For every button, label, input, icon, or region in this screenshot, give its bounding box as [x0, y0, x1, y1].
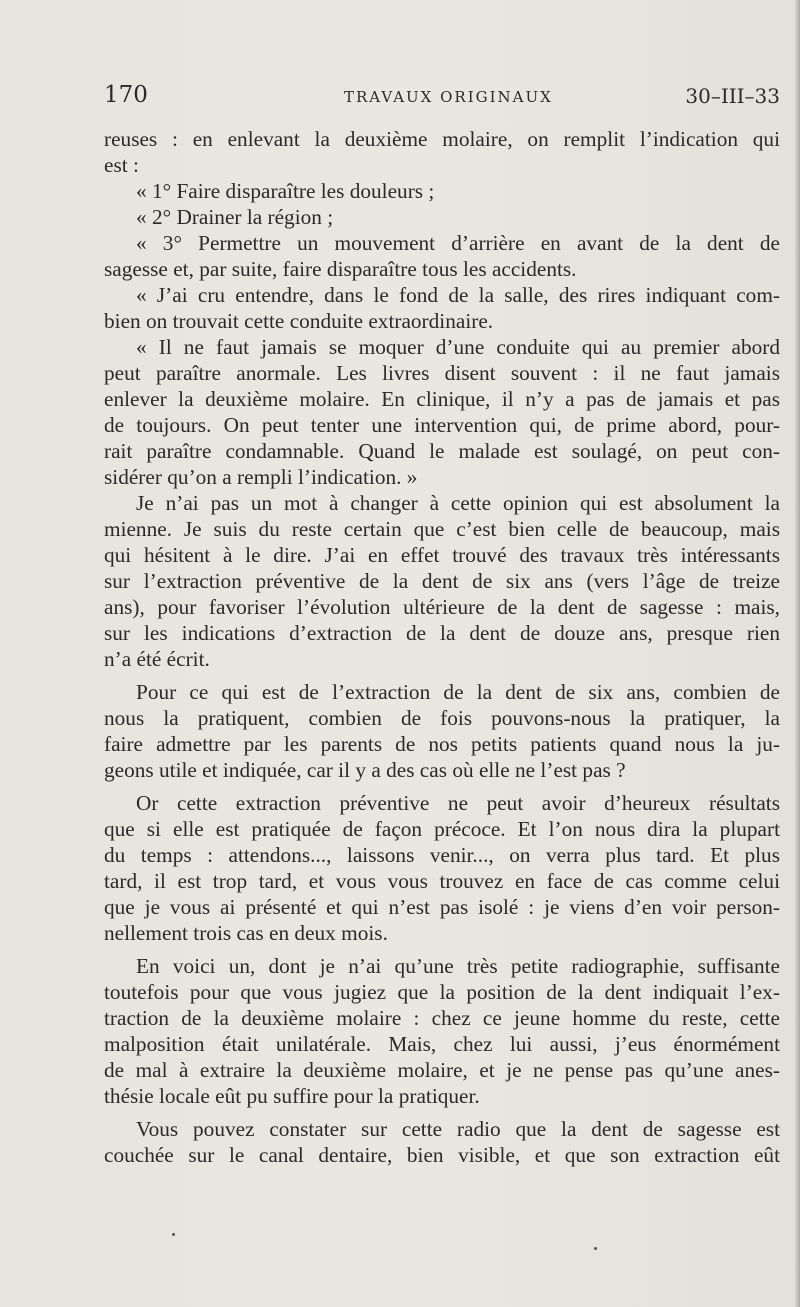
text-line: bien on trouvait cette conduite extraordinaire.	[104, 309, 494, 333]
text-line: Or cette extraction préventive ne peut avoir d’heureux résultats	[136, 791, 780, 815]
text-line: de toujours. On peut tenter une intervention qui, de prime abord, pour-	[104, 413, 780, 437]
text-line: n’a été écrit.	[104, 647, 210, 671]
text-line: faire admettre par les parents de nos petits patients quand nous la ju-	[104, 732, 780, 756]
text-line: « 3° Permettre un mouvement d’arrière en avant de la dent de	[136, 231, 780, 255]
text-line: « 1° Faire disparaître les douleurs ;	[136, 179, 435, 203]
page-edge-shadow	[794, 0, 800, 1307]
text-line: toutefois pour que vous jugiez que la position de la dent indiquait l’ex-	[104, 980, 780, 1004]
text-line: sur l’extraction préventive de la dent de six ans (vers l’âge de treize	[104, 569, 780, 593]
text-line: sidérer qu’on a rempli l’indication. »	[104, 465, 418, 489]
text-line: sur les indications d’extraction de la dent de douze ans, presque rien	[104, 621, 780, 645]
text-line: nous la pratiquent, combien de fois pouvons-nous la pratiquer, la	[104, 706, 780, 730]
text-line: Vous pouvez constater sur cette radio que la dent de sagesse est	[136, 1117, 780, 1141]
text-line: reuses : en enlevant la deuxième molaire, on remplit l’indication qui	[104, 127, 780, 151]
text-line: thésie locale eût pu suffire pour la pratiquer.	[104, 1084, 480, 1108]
text-line: couchée sur le canal dentaire, bien visible, et que son extraction eût	[104, 1143, 780, 1167]
text-line: geons utile et indiquée, car il y a des cas où elle ne l’est pas ?	[104, 758, 626, 782]
running-title: TRAVAUX ORIGINAUX	[344, 88, 553, 106]
print-speck	[594, 1247, 597, 1250]
text-line: peut paraître anormale. Les livres disent souvent : il ne faut jamais	[104, 361, 780, 385]
print-speck	[172, 1233, 175, 1236]
text-line: enlever la deuxième molaire. En clinique, il n’y a pas de jamais et pas	[104, 387, 780, 411]
text-line: « J’ai cru entendre, dans le fond de la salle, des rires indiquant com-	[136, 283, 780, 307]
body-text	[104, 126, 780, 1168]
text-line: de mal à extraire la deuxième molaire, et je ne pense pas qu’une anes-	[104, 1058, 780, 1082]
text-line: ans), pour favoriser l’évolution ultérieure de la dent de sagesse : mais,	[104, 595, 780, 619]
text-line: du temps : attendons..., laissons venir..., on verra plus tard. Et plus	[104, 843, 780, 867]
text-line: En voici un, dont je n’ai qu’une très petite radiographie, suffisante	[136, 954, 780, 978]
page-number: 170	[104, 82, 148, 108]
page-header	[104, 82, 780, 112]
text-line: qui hésitent à le dire. J’ai en effet trouvé des travaux très intéressants	[104, 543, 780, 567]
text-line: rait paraître condamnable. Quand le malade est soulagé, on peut con-	[104, 439, 780, 463]
text-line: est :	[104, 153, 139, 177]
text-line: mienne. Je suis du reste certain que c’est bien celle de beaucoup, mais	[104, 517, 780, 541]
text-line: « Il ne faut jamais se moquer d’une conduite qui au premier abord	[136, 335, 780, 359]
text-line: tard, il est trop tard, et vous vous trouvez en face de cas comme celui	[104, 869, 780, 893]
text-line: Je n’ai pas un mot à changer à cette opinion qui est absolument la	[136, 491, 780, 515]
text-line: traction de la deuxième molaire : chez ce jeune homme du reste, cette	[104, 1006, 780, 1030]
text-line: Pour ce qui est de l’extraction de la dent de six ans, combien de	[136, 680, 780, 704]
header-date: 30–III–33	[685, 84, 780, 108]
text-line: sagesse et, par suite, faire disparaître tous les accidents.	[104, 257, 577, 281]
text-line: « 2° Drainer la région ;	[136, 205, 334, 229]
text-line: nellement trois cas en deux mois.	[104, 921, 388, 945]
text-line: que je vous ai présenté et qui n’est pas isolé : je viens d’en voir person-	[104, 895, 780, 919]
text-line: que si elle est pratiquée de façon précoce. Et l’on nous dira la plupart	[104, 817, 780, 841]
text-line: malposition était unilatérale. Mais, chez lui aussi, j’eus énormément	[104, 1032, 780, 1056]
